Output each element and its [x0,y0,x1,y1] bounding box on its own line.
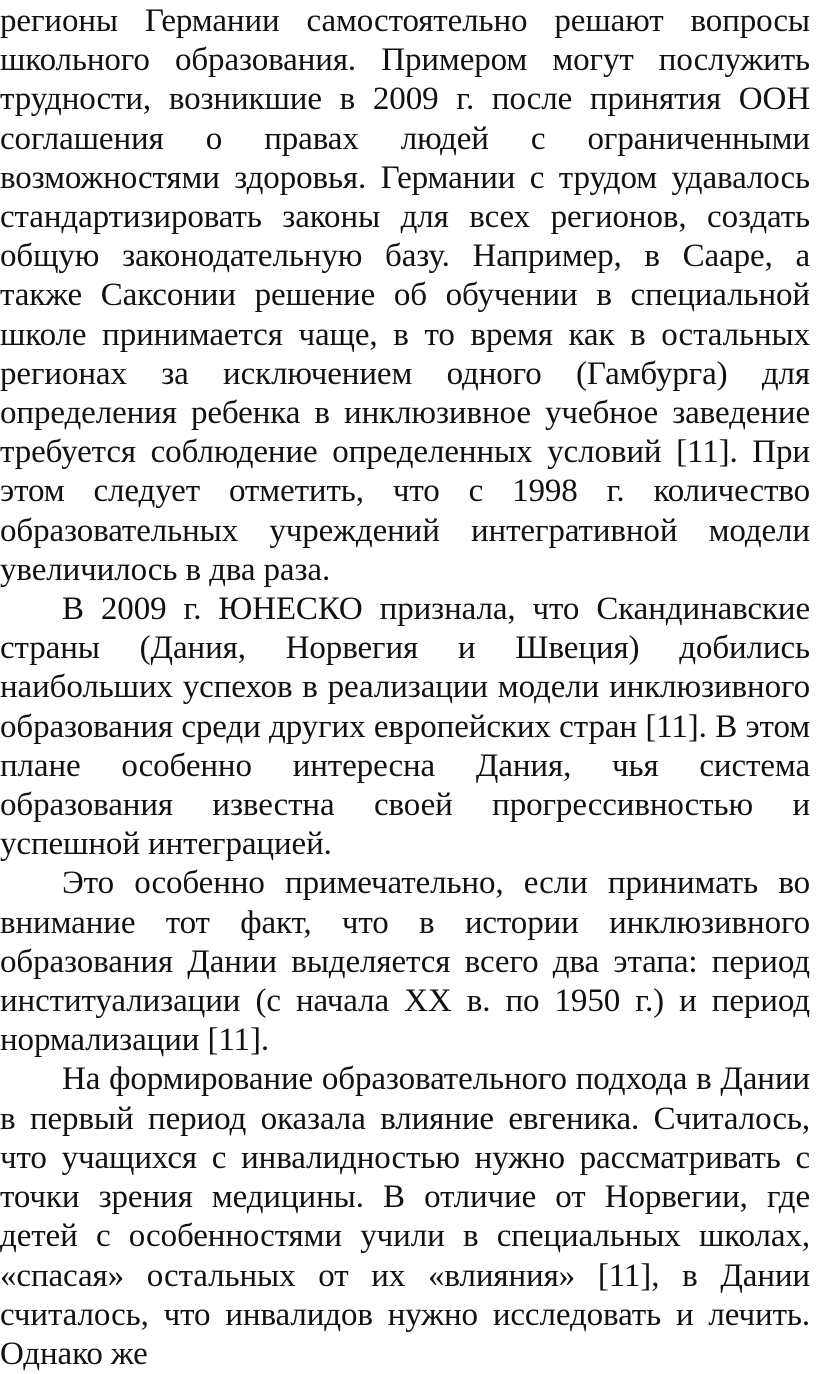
paragraph-continuation: регионы Германии самостоятельно решают вопросы школьного образования. Примером могут послужить трудности, возникшие в 2009 г. после принятия ООН соглашения о правах людей с ограниченными возможностями здоровья. Германии с трудом удавалось стандартизировать законы для всех регионов, создать общую законодательную базу. Например, в Сааре, а также Саксонии решение об обучении в специальной школе принимается чаще, в то время как в остальных регионах за исключением одного (Гамбурга) для определения ребенка в инклюзивное учебное заведение требуется соблюдение определенных условий [11]. При этом следует отметить, что с 1998 г. количество образовательных учреждений интегративной модели увеличилось в два раза. [0,3,810,588]
paragraph-eugenics: На формирование образовательного подхода в Дании в первый период оказала влияние евгеника. Считалось, что учащихся с инвалидностью нужно рассматривать с точки зрения медицины. В отличие от Норвегии, где детей с особенностями учили в специальных школах, «спасая» остальных от их «влияния» [11], в Дании считалось, что инвалидов нужно исследовать и лечить. Однако же [0,1061,810,1372]
paragraph-unesco: В 2009 г. ЮНЕСКО признала, что Скандинавские страны (Дания, Норвегия и Швеция) добились наибольших успехов в реализации модели инклюзивного образования среди других европейских стран [11]. В этом плане особенно интересна Дания, чья система образования известна своей прогрессивностью и успешной интеграцией. [0,591,810,863]
paragraph-denmark-history: Это особенно примечательно, если принимать во внимание тот факт, что в истории инклюзивного образования Дании выделяется всего два этапа: период институализации (с начала XX в. по 1950 г.) и период нормализации [11]. [0,865,810,1059]
